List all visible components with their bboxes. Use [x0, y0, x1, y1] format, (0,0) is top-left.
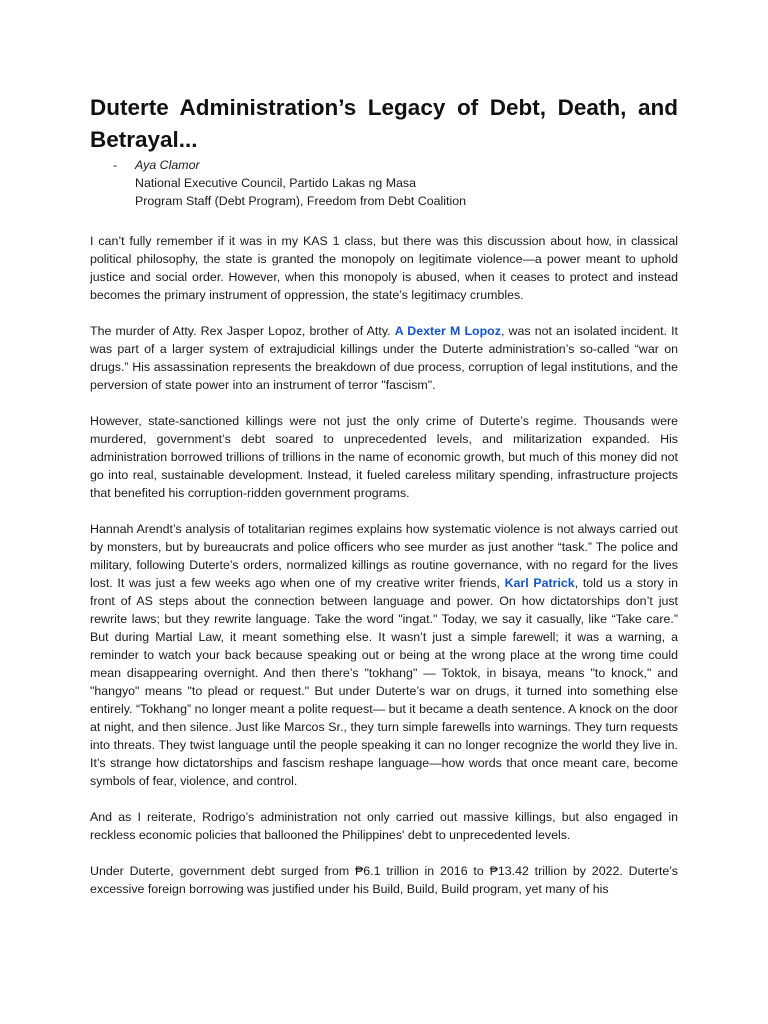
- author-role-2: Program Staff (Debt Program), Freedom from Debt Coalition: [135, 194, 466, 208]
- mention-link-karl-patrick[interactable]: Karl Patrick: [504, 576, 575, 590]
- paragraph-6: Under Duterte, government debt surged from ₱6.1 trillion in 2016 to ₱13.42 trillion by 2022. Duterte’s excessive foreign borrowing was justified under his Build, Build, Build program, yet many of his: [90, 864, 678, 896]
- paragraph-2-text-start: The murder of Atty. Rex Jasper Lopoz, brother of Atty.: [90, 324, 395, 338]
- author-bullet: -: [113, 158, 118, 172]
- document-page: [90, 92, 678, 898]
- author-role-1: National Executive Council, Partido Lakas ng Masa: [135, 176, 417, 190]
- paragraph-4-text-end: , told us a story in front of AS steps about the connection between language and power. On how dictatorships don’t just rewrite laws; but they rewrite language. Take the word "ingat." Today, we say it casually, like “Take care.” But during Martial Law, it meant something else. It wasn’t just a simple farewell; it was a warning, a reminder to watch your back because speaking out or being at the wrong place at the wrong time could mean disappearing overnight. And then there’s "tokhang" — Toktok, in bisaya, means "to knock," and "hangyo" means "to plead or request." But under Duterte’s war on drugs, it turned into something else entirely. “Tokhang” no longer meant a polite request— but it became a death sentence. A knock on the door at night, and then silence. Just like Marcos Sr., they turn simple farewells into warnings. They turn requests into threats. They twist language until the people speaking it can no longer recognize the world they live in. It’s strange how dictatorships and fascism reshape language—how words that once meant care, become symbols of fear, violence, and control.: [90, 576, 679, 788]
- author-block: [90, 156, 678, 210]
- mention-link-dexter-lopoz[interactable]: A Dexter M Lopoz: [394, 324, 501, 338]
- author-name: Aya Clamor: [135, 158, 200, 172]
- paragraph-4: [90, 520, 678, 790]
- document-title: Duterte Administration’s Legacy of Debt, Death, and Betrayal...: [90, 95, 678, 152]
- paragraph-2: [90, 322, 678, 394]
- paragraph-5: And as I reiterate, Rodrigo’s administration not only carried out massive killings, but also engaged in reckless economic policies that ballooned the Philippines' debt to unprecedented levels.: [90, 810, 678, 842]
- paragraph-2-text-end: , was not an isolated incident. It was part of a larger system of extrajudicial killings under the Duterte administration’s so-called “war on drugs.” His assassination represents the breakdown of due process, corruption of legal institutions, and the perversion of state power into an instrument of terror "fascism".: [90, 324, 678, 392]
- paragraph-1: I can’t fully remember if it was in my KAS 1 class, but there was this discussion about how, in classical political philosophy, the state is granted the monopoly on legitimate violence—a power meant to uphold justice and social order. However, when this monopoly is abused, when it ceases to protect and instead becomes the primary instrument of oppression, the state’s legitimacy crumbles.: [90, 234, 678, 302]
- paragraph-4-text-start: Hannah Arendt’s analysis of totalitarian regimes explains how systematic violence is not always carried out by monsters, but by bureaucrats and police officers who see murder as just another “task.” The police and military, following Duterte’s orders, normalized killings as routine governance, with no regard for the lives lost. It was just a few weeks ago when one of my creative writer friends,: [90, 522, 678, 590]
- paragraph-3: However, state-sanctioned killings were not just the only crime of Duterte’s regime. Thousands were murdered, government’s debt soared to unprecedented levels, and militarization expanded. His administration borrowed trillions of trillions in the name of economic growth, but much of this money did not go into real, sustainable development. Instead, it fueled careless military spending, infrastructure projects that benefited his corruption-ridden government programs.: [90, 414, 678, 500]
